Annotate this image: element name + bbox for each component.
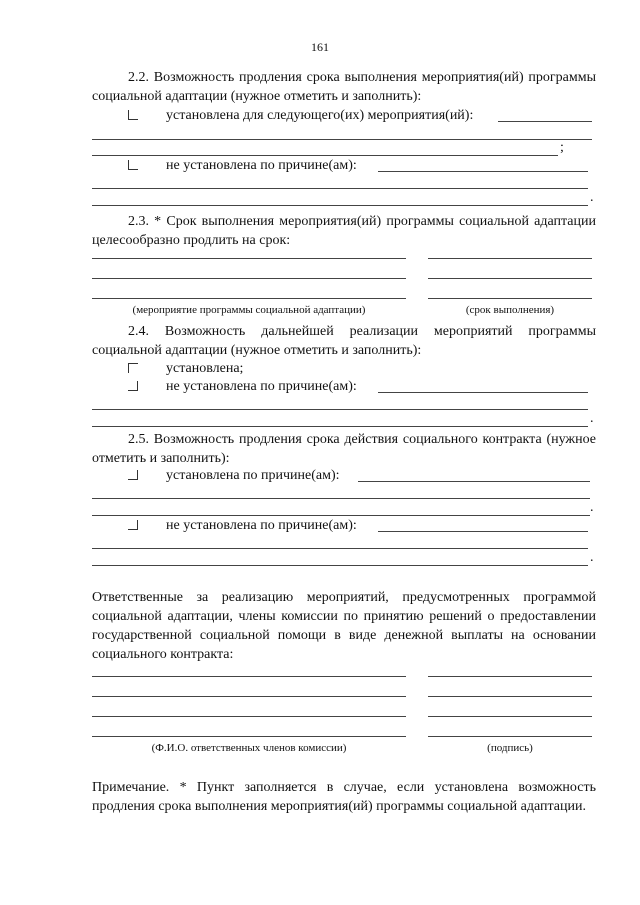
fill-line[interactable] xyxy=(92,426,588,427)
section-2-5-text: 2.5. Возможность продления срока действия социального контракта (нужное отметить и заполнить): xyxy=(92,432,596,466)
option-label: установлена по причине(ам): xyxy=(166,468,340,483)
caption-activity: (мероприятие программы социальной адаптации) xyxy=(132,304,366,316)
checkbox[interactable] xyxy=(128,110,138,120)
fill-line[interactable] xyxy=(92,676,406,677)
fill-line[interactable] xyxy=(92,736,406,737)
fill-line[interactable] xyxy=(428,298,592,299)
semicolon: ; xyxy=(560,140,564,155)
responsible-text: Ответственные за реализацию мероприятий, предусмотренных программой социальной адаптации, члены комиссии по принятию решений о предоставлении государственной социальной помощи в виде денежной выплаты на основании социального контракта: xyxy=(92,590,596,662)
fill-line[interactable] xyxy=(498,121,592,122)
fill-line[interactable] xyxy=(92,188,588,189)
checkbox[interactable] xyxy=(128,470,138,480)
fill-line[interactable] xyxy=(378,531,588,532)
checkbox[interactable] xyxy=(128,363,138,373)
option-label: установлена для следующего(их) мероприятия(ий): xyxy=(166,108,474,123)
period: . xyxy=(590,190,594,205)
fill-line[interactable] xyxy=(428,258,592,259)
checkbox[interactable] xyxy=(128,520,138,530)
period: . xyxy=(590,550,594,565)
page-number: 161 xyxy=(311,40,329,54)
fill-line[interactable] xyxy=(428,676,592,677)
fill-line[interactable] xyxy=(92,139,592,140)
checkbox[interactable] xyxy=(128,381,138,391)
period: . xyxy=(590,411,594,426)
option-label: не установлена по причине(ам): xyxy=(166,158,357,173)
fill-line[interactable] xyxy=(358,481,590,482)
section-2-5-option-not-established xyxy=(128,516,357,535)
section-2-4-option-not-established xyxy=(128,377,357,396)
option-label: не установлена по причине(ам): xyxy=(166,518,357,533)
period: . xyxy=(590,500,594,515)
note-text: Примечание. * Пункт заполняется в случае, если установлена возможность продления срока выполнения мероприятия(ий) программы социальной адаптации. xyxy=(92,780,596,814)
caption-fio: (Ф.И.О. ответственных членов комиссии) xyxy=(151,742,347,754)
section-2-4-option-established xyxy=(128,359,243,378)
fill-line[interactable] xyxy=(92,258,406,259)
fill-line[interactable] xyxy=(92,696,406,697)
fill-line[interactable] xyxy=(92,205,588,206)
fill-line[interactable] xyxy=(92,548,588,549)
fill-line[interactable] xyxy=(428,696,592,697)
fill-line[interactable] xyxy=(92,298,406,299)
option-label: не установлена по причине(ам): xyxy=(166,379,357,394)
section-2-2-option-not-established xyxy=(128,156,357,175)
checkbox[interactable] xyxy=(128,160,138,170)
section-2-5-option-established xyxy=(128,466,340,485)
fill-line[interactable] xyxy=(92,278,406,279)
section-2-2-text: 2.2. Возможность продления срока выполнения мероприятия(ий) программы социальной адаптации (нужное отметить и заполнить): xyxy=(92,70,596,104)
fill-line[interactable] xyxy=(428,716,592,717)
caption-term: (срок выполнения) xyxy=(465,304,555,316)
section-2-3-text: 2.3. * Срок выполнения мероприятия(ий) программы социальной адаптации целесообразно продлить на срок: xyxy=(92,214,596,248)
fill-line[interactable] xyxy=(92,716,406,717)
section-2-2-option-established xyxy=(128,106,473,125)
fill-line[interactable] xyxy=(92,409,588,410)
fill-line[interactable] xyxy=(92,565,588,566)
option-label: установлена; xyxy=(166,361,244,376)
fill-line[interactable] xyxy=(378,171,588,172)
fill-line[interactable] xyxy=(428,278,592,279)
fill-line[interactable] xyxy=(92,498,590,499)
fill-line[interactable] xyxy=(378,392,588,393)
section-2-4-text: 2.4. Возможность дальнейшей реализации мероприятий программы социальной адаптации (нужное отметить и заполнить): xyxy=(92,324,596,358)
caption-signature: (подпись) xyxy=(487,742,533,754)
fill-line[interactable] xyxy=(428,736,592,737)
